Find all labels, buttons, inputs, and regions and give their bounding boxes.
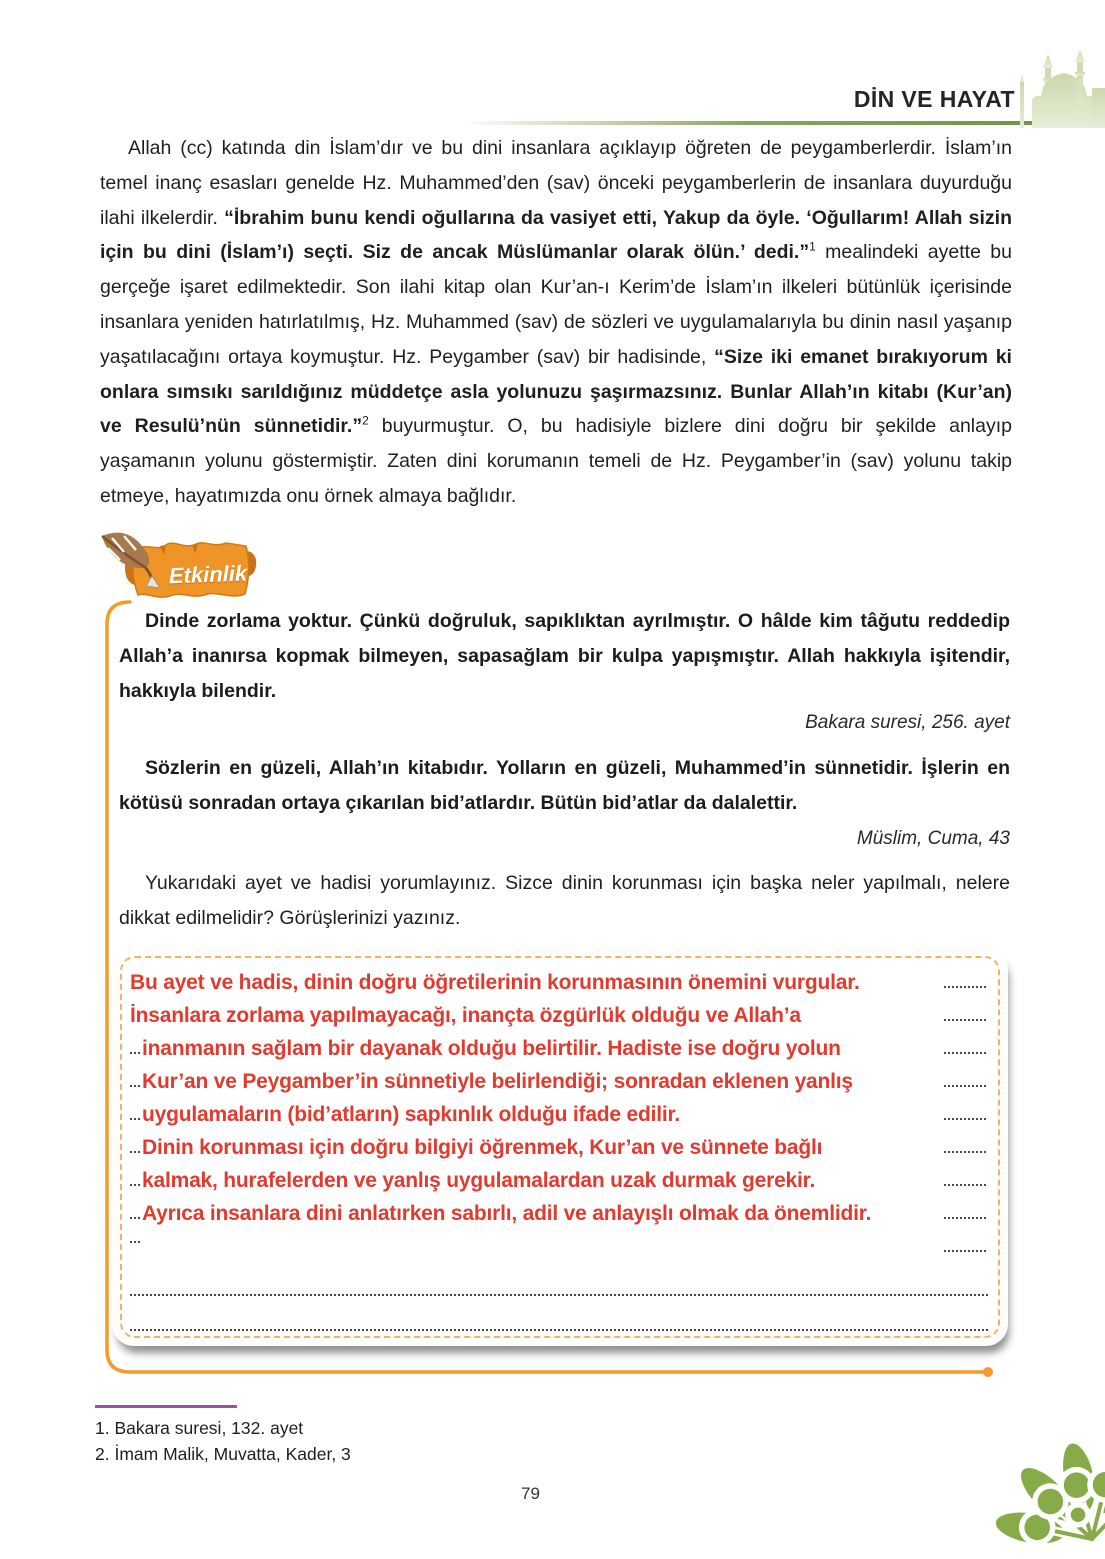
intro-segment: 2 — [362, 413, 369, 428]
answer-lines — [130, 964, 988, 1331]
intro-segment: mealindeki ayette bu gerçeğe işaret edilmektedir. Son ilahi kitap olan Kur’an-ı Kerim’de İslam’ın ilkeleri bütünlük içerisinde insanlara yeniden hatırlatılmış, Hz. Muhammed (sav) de sözleri ve uygulamalarıyla bu dinin nasıl yaşanıp yaşatılacağını ortaya koymuştur. Hz. Peygamber (sav) bir hadisinde, — [100, 241, 1012, 368]
activity-quote-1-source: Bakara suresi, 256. ayet — [805, 712, 1010, 733]
activity-quote-1: Dinde zorlama yoktur. Çünkü doğruluk, sapıklıktan ayrılmıştır. O hâlde kim tâğutu reddedip Allah’a inanırsa kopmak bilmeyen, sapasağlam bir kulpa yapışmıştır. Allah hakkıyla işitendir, hakkıyla bilendir. — [119, 610, 1010, 702]
activity-question: Yukarıdaki ayet ve hadisi yorumlayınız. Sizce dinin korunması için başka neler yapılmalı, nelere dikkat edilmelidir? Görüşlerinizi yazınız. — [119, 872, 1010, 929]
answer-line — [130, 1096, 988, 1129]
answer-line-text: Bu ayet ve hadis, dinin doğru öğretilerinin korunmasının önemini vurgular. — [130, 971, 860, 994]
answer-box — [112, 948, 1008, 1346]
answer-line-text: Dinin korunması için doğru bilgiyi öğrenmek, Kur’an ve sünnete bağlı — [142, 1136, 823, 1159]
footnote: 1. Bakara suresi, 132. ayet — [95, 1418, 304, 1438]
answer-line-text: inanmanın sağlam bir dayanak olduğu belirtilir. Hadiste ise doğru yolun — [142, 1037, 841, 1060]
answer-line — [130, 1195, 988, 1228]
answer-line — [130, 964, 988, 997]
right-dots — [944, 1184, 986, 1186]
answer-line — [130, 1063, 988, 1096]
activity-quote-2-source: Müslim, Cuma, 43 — [856, 828, 1010, 849]
footnote-divider — [95, 1405, 237, 1408]
right-dots — [944, 1151, 986, 1153]
answer-line — [130, 997, 988, 1030]
answer-line — [130, 1030, 988, 1063]
intro-segment: Allah (cc) katında din İslam’dır ve bu dini insanlara açıklayıp öğreten de peygamberlerdir. İslam’ın temel inanç esasları genelde Hz. Muhammed’den (sav) önceki peygamberlerin de insanlara duyurduğu ilahi ilkelerdir. — [100, 137, 1012, 229]
left-dots — [130, 1084, 140, 1087]
answer-line-text: kalmak, hurafelerden ve yanlış uygulamalardan uzak durmak gerekir. — [142, 1169, 816, 1192]
connector-end-dot — [983, 1367, 993, 1377]
answer-empty-dotted-line — [130, 1261, 988, 1296]
intro-segment: 1 — [809, 239, 816, 254]
left-dots — [130, 1150, 140, 1153]
activity-banner-label: Etkinlik — [168, 560, 248, 589]
left-dots — [130, 1216, 140, 1219]
answer-line-text: İnsanlara zorlama yapılmayacağı, inançta özgürlük olduğu ve Allah’a — [130, 1004, 801, 1027]
right-dots — [944, 1019, 986, 1021]
chapter-title: DİN VE HAYAT — [853, 86, 1015, 112]
left-dots — [130, 1240, 140, 1243]
right-dots — [944, 1085, 986, 1087]
answer-line — [130, 1129, 988, 1162]
right-dots — [944, 986, 986, 988]
right-dots — [944, 1217, 986, 1219]
answer-line-text: Kur’an ve Peygamber’in sünnetiyle belirlendiği; sonradan eklenen yanlış — [142, 1070, 853, 1093]
left-dots — [130, 1183, 140, 1186]
right-dots — [944, 1052, 986, 1054]
footnotes — [95, 1415, 351, 1467]
page-number: 79 — [521, 1484, 540, 1503]
left-dots — [130, 1051, 140, 1054]
activity-quote-2: Sözlerin en güzeli, Allah’ın kitabıdır. Yolların en güzeli, Muhammed’in sünnetidir. İşlerin en kötüsü sonradan ortaya çıkarılan bid’atlardır. Bütün bid’atlar da dalalettir. — [119, 757, 1010, 814]
intro-segment: buyurmuştur. O, bu hadisiyle bizlere dini doğru bir şekilde anlayıp yaşamanın yolunu göstermiştir. Zaten dini korumanın temeli de Hz. Peygamber’in (sav) yolunu takip etmeye, hayatımızda onu örnek almaya bağlıdır. — [100, 415, 1012, 507]
answer-blank-line — [130, 1228, 988, 1261]
intro-segment: “Size iki emanet bırakıyorum ki onlara sımsıkı sarıldığınız müddetçe asla yolunuzu şaşırmazsınız. Bunlar Allah’ın kitabı (Kur’an) ve Resulü’nün sünnetidir.” — [100, 345, 1012, 438]
header-rule — [460, 121, 1105, 125]
right-dots — [944, 1118, 986, 1120]
left-dots — [130, 1117, 140, 1120]
activity-banner — [94, 528, 272, 610]
answer-line — [130, 1162, 988, 1195]
mosque-icon — [1018, 50, 1105, 128]
intro-segment: “İbrahim bunu kendi oğullarına da vasiyet etti, Yakup da öyle. ‘Oğullarım! Allah sizin için bu dini (İslam’ı) seçti. Siz de ancak Müslümanlar olarak ölün.’ dedi.” — [100, 206, 1013, 264]
right-dots — [944, 1250, 986, 1252]
footnote: 2. İmam Malik, Muvatta, Kader, 3 — [95, 1444, 351, 1464]
answer-line-text: uygulamaların (bid’atların) sapkınlık olduğu ifade edilir. — [142, 1103, 680, 1126]
flower-ornament — [965, 1399, 1105, 1559]
answer-empty-dotted-line — [130, 1296, 988, 1331]
answer-line-text: Ayrıca insanlara dini anlatırken sabırlı, adil ve anlayışlı olmak da önemlidir. — [142, 1202, 872, 1225]
intro-paragraph — [100, 131, 1012, 514]
